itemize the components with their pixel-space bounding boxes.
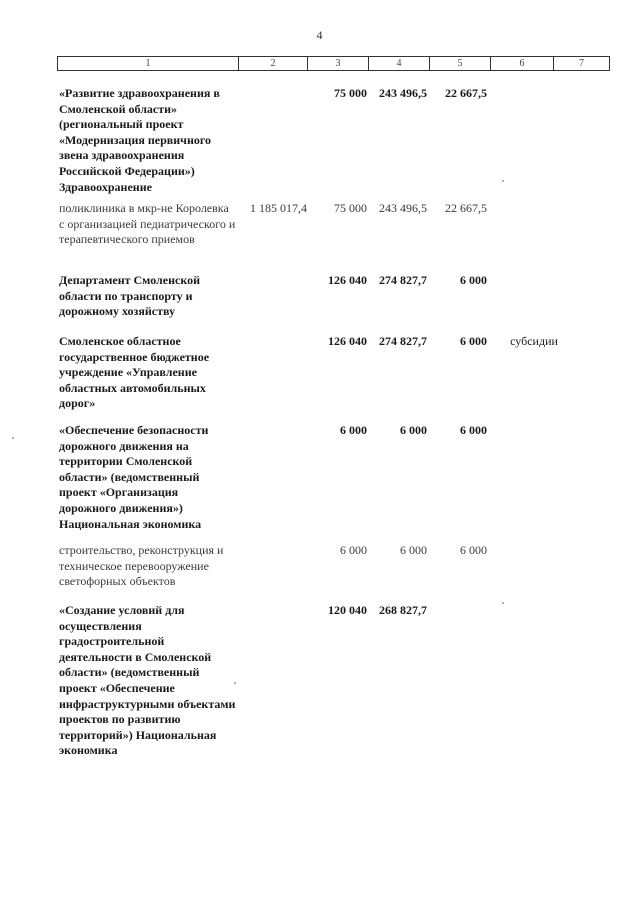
row-value-col4: 6 000 xyxy=(400,543,427,557)
row-value-col5: 22 667,5 xyxy=(445,86,487,100)
row-value-col5: 22 667,5 xyxy=(445,201,487,215)
row-value-col3: 120 040 xyxy=(328,603,367,617)
row-value-col6: субсидии xyxy=(510,334,558,348)
row-value-col5: 6 000 xyxy=(460,423,487,437)
row-value-col3: 6 000 xyxy=(340,423,367,437)
row-name: строительство, реконструкция и техническое перевооружение светофорных объектов xyxy=(59,543,224,589)
header-col-2: 2 xyxy=(239,57,308,71)
header-col-7: 7 xyxy=(554,57,610,71)
row-value-col3: 126 040 xyxy=(328,334,367,348)
row-value-col3: 6 000 xyxy=(340,543,367,557)
row-value-col4: 243 496,5 xyxy=(379,201,427,215)
row-value-col4: 6 000 xyxy=(400,423,427,437)
row-value-col3: 75 000 xyxy=(334,86,367,100)
row-value-col3: 126 040 xyxy=(328,273,367,287)
row-value-col3: 75 000 xyxy=(334,201,367,215)
scan-speck xyxy=(234,682,236,684)
header-col-3: 3 xyxy=(308,57,369,71)
scan-speck xyxy=(12,437,14,439)
column-number-header xyxy=(57,56,610,71)
header-col-4: 4 xyxy=(369,57,430,71)
row-value-col2: 1 185 017,4 xyxy=(250,201,307,215)
row-value-col4: 274 827,7 xyxy=(379,273,427,287)
scan-speck xyxy=(502,602,504,604)
header-col-1: 1 xyxy=(58,57,239,71)
header-col-5: 5 xyxy=(430,57,491,71)
row-name: «Обеспечение безопасности дорожного движения на территории Смоленской области» (ведомственный проект «Организация дорожного движения») Национальная экономика xyxy=(59,423,209,531)
row-name: Смоленское областное государственное бюджетное учреждение «Управление областных автомобильных дорог» xyxy=(59,334,210,411)
row-name: «Создание условий для осуществления градостроительной деятельности в Смоленской области» (ведомственный проект «Обеспечение инфраструктурными объектами проектов по развитию территорий») Национальная экономика xyxy=(59,603,236,758)
row-value-col4: 268 827,7 xyxy=(379,603,427,617)
page-number: 4 xyxy=(316,28,323,42)
row-name: поликлиника в мкр-не Королевка с организацией педиатрического и терапевтического приемов xyxy=(59,201,236,247)
row-value-col4: 274 827,7 xyxy=(379,334,427,348)
row-value-col5: 6 000 xyxy=(460,543,487,557)
header-col-6: 6 xyxy=(491,57,554,71)
scan-speck xyxy=(502,180,504,182)
row-name: Департамент Смоленской области по транспорту и дорожному хозяйству xyxy=(59,273,200,319)
row-value-col5: 6 000 xyxy=(460,273,487,287)
row-value-col5: 6 000 xyxy=(460,334,487,348)
row-name: «Развитие здравоохранения в Смоленской области» (региональный проект «Модернизация первичного звена здравоохранения Российской Федерации») Здравоохранение xyxy=(59,86,220,194)
row-value-col4: 243 496,5 xyxy=(379,86,427,100)
